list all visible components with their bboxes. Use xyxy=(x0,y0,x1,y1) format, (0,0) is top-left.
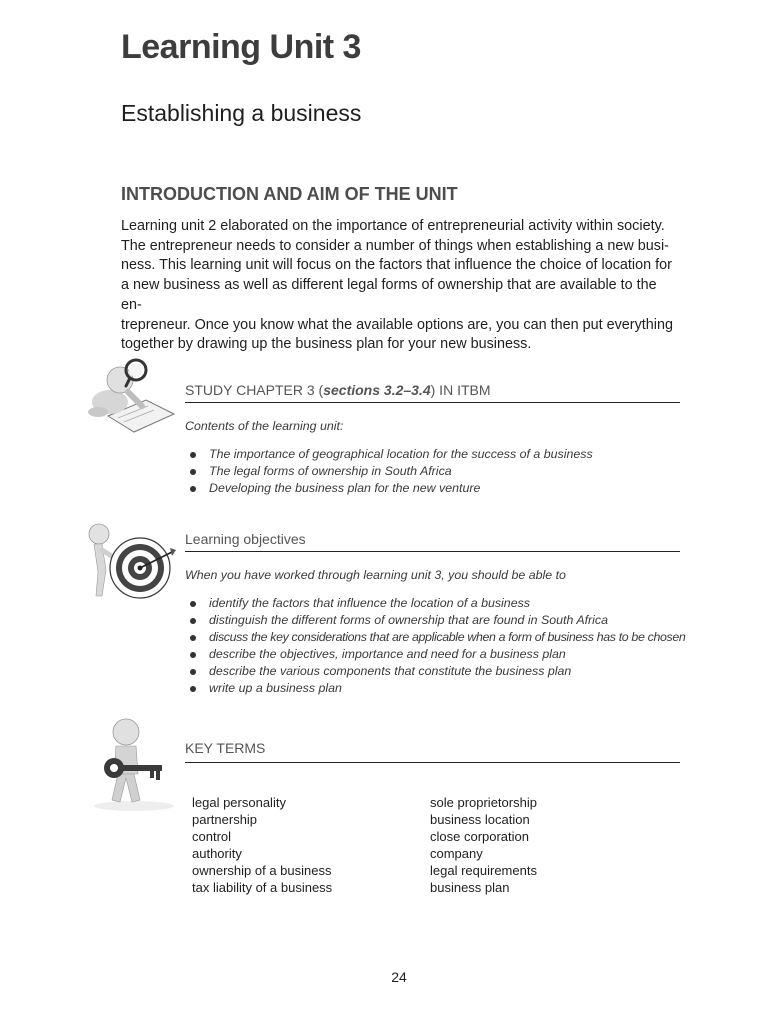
bullet-icon xyxy=(190,601,196,607)
list-item: describe the objectives, importance and need for a business plan xyxy=(190,646,690,663)
intro-line: trepreneur. Once you know what the available options are, you can then put everything xyxy=(121,316,673,333)
study-contents-list xyxy=(190,446,690,497)
key-terms-heading: KEY TERMS xyxy=(185,740,266,756)
key-figure-icon xyxy=(88,716,180,812)
list-item: discuss the key considerations that are applicable when a form of business has to be chosen xyxy=(190,629,690,646)
study-heading-sections: sections 3.2–3.4 xyxy=(323,382,431,398)
key-term: authority xyxy=(192,846,242,861)
intro-line: The entrepreneur needs to consider a number of things when establishing a new busi- xyxy=(121,237,669,254)
magnifier-figure-icon xyxy=(84,356,176,436)
bullet-icon xyxy=(190,669,196,675)
key-term: sole proprietorship xyxy=(430,795,537,810)
key-term: control xyxy=(192,829,232,844)
page-number: 24 xyxy=(391,969,407,985)
key-term: legal personality xyxy=(192,795,286,810)
intro-line: together by drawing up the business plan for your new business. xyxy=(121,336,532,353)
objectives-heading: Learning objectives xyxy=(185,531,306,547)
intro-heading: INTRODUCTION AND AIM OF THE UNIT xyxy=(121,184,458,204)
study-heading-suffix: ) IN ITBM xyxy=(430,382,491,398)
list-item: distinguish the different forms of ownership that are found in South Africa xyxy=(190,612,690,629)
bullet-icon xyxy=(190,652,196,658)
list-item: The legal forms of ownership in South Africa xyxy=(190,463,690,480)
intro-line: Learning unit 2 elaborated on the importance of entrepreneurial activity within society. xyxy=(121,218,665,234)
bullet-icon xyxy=(190,486,196,492)
intro-line: ness. This learning unit will focus on the factors that influence the choice of location for xyxy=(121,257,672,274)
objectives-lead-text: When you have worked through learning unit 3, you should be able to xyxy=(185,568,566,582)
intro-paragraph xyxy=(121,217,681,355)
key-terms-heading-rule xyxy=(185,762,680,763)
key-term: partnership xyxy=(192,812,258,827)
bullet-icon xyxy=(190,469,196,475)
key-term: close corporation xyxy=(430,829,529,844)
bullet-icon xyxy=(190,452,196,458)
bullet-icon xyxy=(190,686,196,692)
target-figure-icon xyxy=(84,522,176,602)
page-subtitle: Establishing a business xyxy=(121,100,362,126)
page-title: Learning Unit 3 xyxy=(121,28,361,66)
key-term: ownership of a business xyxy=(192,863,332,878)
key-term: business plan xyxy=(430,880,510,895)
key-term: legal requirements xyxy=(430,863,537,878)
list-item: write up a business plan xyxy=(190,680,690,697)
study-heading-prefix: STUDY CHAPTER 3 ( xyxy=(185,382,324,398)
bullet-icon xyxy=(190,618,196,624)
list-item: Developing the business plan for the new venture xyxy=(190,480,690,497)
key-terms-left-column xyxy=(192,794,332,896)
objectives-heading-rule xyxy=(185,551,680,552)
list-item: identify the factors that influence the location of a business xyxy=(190,595,690,612)
list-item: describe the various components that constitute the business plan xyxy=(190,663,690,680)
study-heading-rule xyxy=(185,402,680,403)
objectives-list xyxy=(190,595,690,698)
key-term: tax liability of a business xyxy=(192,880,333,895)
bullet-icon xyxy=(190,635,196,641)
key-term: company xyxy=(430,846,483,861)
key-terms-right-column xyxy=(430,794,537,896)
intro-line: a new business as well as different legal forms of ownership that are available to the en- xyxy=(121,277,657,313)
study-lead-text: Contents of the learning unit: xyxy=(185,419,344,433)
list-item: The importance of geographical location for the success of a business xyxy=(190,446,690,463)
key-term: business location xyxy=(430,812,530,827)
study-chapter-heading xyxy=(185,382,491,398)
